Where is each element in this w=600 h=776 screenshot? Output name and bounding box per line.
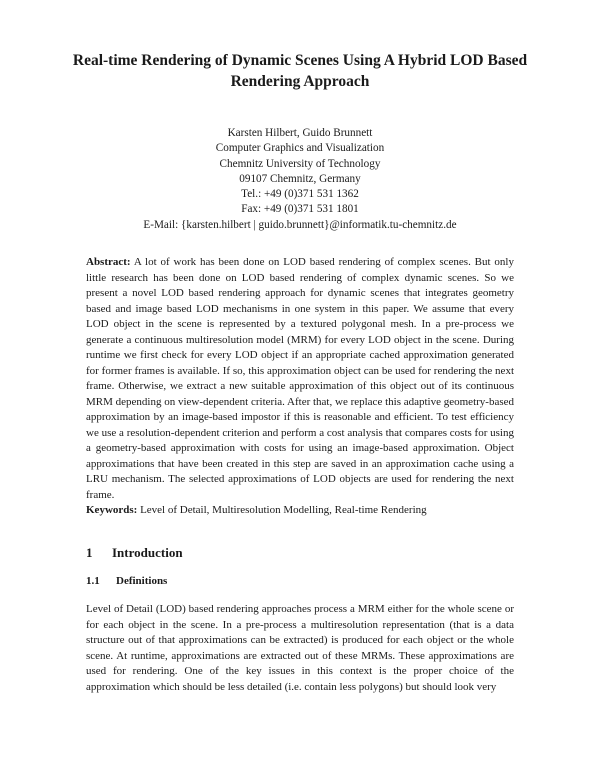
abstract bbox=[86, 255, 514, 503]
author-university: Chemnitz University of Technology bbox=[219, 157, 381, 170]
section-heading-introduction bbox=[86, 545, 183, 561]
subsection-heading-definitions bbox=[86, 575, 167, 587]
abstract-label: Abstract: bbox=[86, 256, 131, 268]
keywords-label: Keywords: bbox=[86, 504, 138, 516]
subsection-number: 1.1 bbox=[86, 575, 100, 587]
section-number: 1 bbox=[86, 545, 93, 560]
author-email: E-Mail: {karsten.hilbert | guido.brunnett}@informatik.tu-chemnitz.de bbox=[143, 218, 457, 231]
paper-title bbox=[60, 50, 540, 92]
author-fax: Fax: +49 (0)371 531 1801 bbox=[241, 203, 359, 216]
keywords bbox=[86, 503, 514, 519]
author-telephone: Tel.: +49 (0)371 531 1362 bbox=[241, 188, 359, 201]
author-department: Computer Graphics and Visualization bbox=[215, 142, 385, 155]
author-names: Karsten Hilbert, Guido Brunnett bbox=[227, 127, 373, 139]
author-city: 09107 Chemnitz, Germany bbox=[239, 172, 361, 185]
title-line-2: Rendering Approach bbox=[230, 73, 370, 90]
subsection-title: Definitions bbox=[116, 575, 168, 587]
title-line-1: Real-time Rendering of Dynamic Scenes Using A Hybrid LOD Based bbox=[72, 52, 528, 69]
introduction-paragraph: Level of Detail (LOD) based rendering approaches process a MRM either for the whole scene or for each object in the scene. In a pre-process a multiresolution representation (that is a data structure out of that approximations can be extracted) is produced for each object or the whole scene. At runtime, approximations are extracted out of these MRMs. These approximations are used for rendering. One of the key issues in this context is the proper choice of the approximation which should be less detailed (i.e. contain less polygons) but should look very bbox=[86, 603, 514, 693]
keywords-text: Level of Detail, Multiresolution Modelling, Real-time Rendering bbox=[140, 504, 427, 516]
abstract-text: A lot of work has been done on LOD based rendering of complex scenes. But only little research has been done on LOD based rendering of complex dynamic scenes. So we present a novel LOD based rendering approach for dynamic scenes that integrates geometry based and image based LOD mechanisms in one system in this paper. We assume that every LOD object in the scene is represented by a textured polygonal mesh. In a pre-process we generate a continuous multiresolution model (MRM) for every LOD object in the scene. During runtime we first check for every LOD object if an appropriate cached approximation generated for former frames is available. If so, this approximation object can be used for rendering the next frame. Otherwise, we extract a new suitable approximation of this object out of its continuous MRM depending on view-dependent criteria. After that, we replace this adaptive geometry-based approximation by an image-based impostor if this is reasonable and efficient. To test efficiency we use a resolution-dependent criterion and perform a cost analysis that compares costs for using a geometry-based approximation with costs for using an image-based approximation. Object approximations that have been created in this step are saved in an approximation cache using a LRU mechanism. The selected approximations of LOD objects are used for rendering the next frame. bbox=[86, 256, 514, 501]
author-block bbox=[60, 126, 540, 233]
section-title: Introduction bbox=[112, 545, 183, 560]
